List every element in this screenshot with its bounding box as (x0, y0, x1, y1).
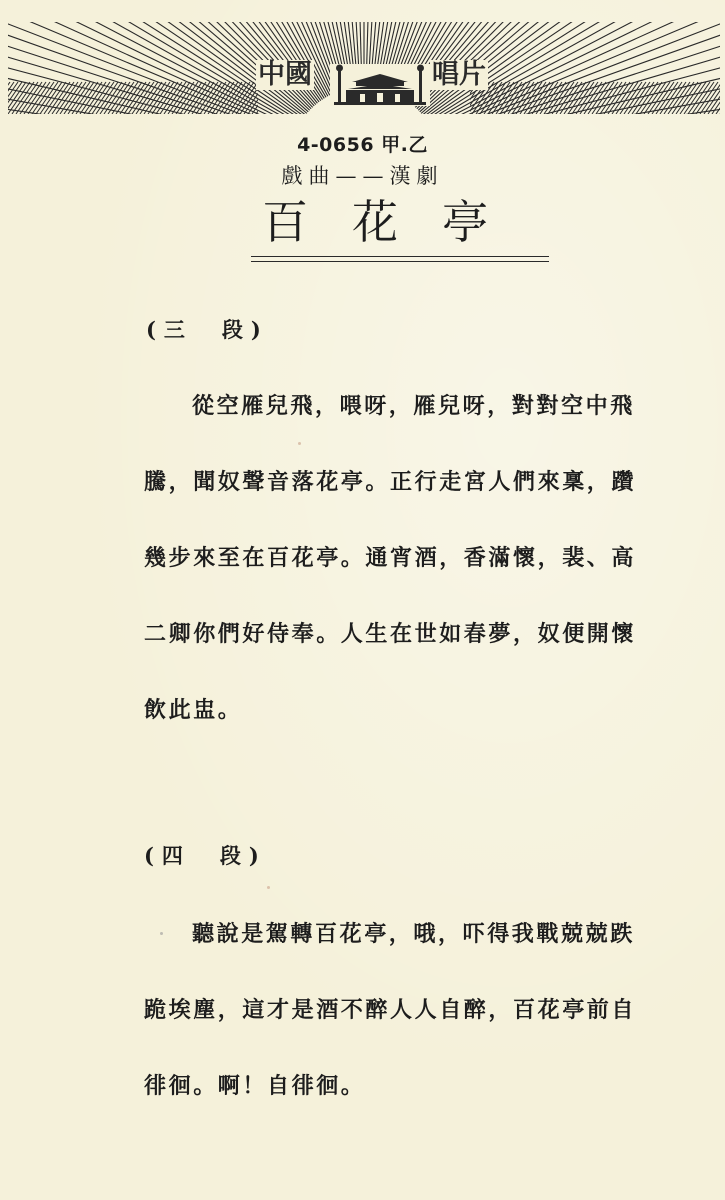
title-underline (251, 256, 549, 257)
lyric-line: 二卿你們好侍奉。人生在世如春夢，奴便開懷 (144, 621, 637, 647)
paper-speck (298, 442, 301, 445)
title-underline-thin (251, 261, 549, 262)
lyric-line: 騰，聞奴聲音落花亭。正行走宮人們來稟，躦 (144, 469, 637, 495)
lyric-line: 跪埃塵，這才是酒不醉人人自醉，百花亭前自 (144, 997, 637, 1023)
section-label-3: (三 段) (146, 317, 269, 342)
lyric-line: 徘徊。啊！自徘徊。 (144, 1073, 366, 1099)
brand-left-text: 中國 (258, 59, 312, 90)
paper-speck (267, 886, 270, 889)
section-4-lyrics (144, 914, 654, 1142)
section-label-4: (四 段) (144, 843, 267, 868)
section-3-lyrics (144, 386, 654, 766)
song-title: 百花亭 (262, 195, 532, 249)
brand-right-text: 唱片 (432, 59, 486, 90)
paper-speck (160, 932, 163, 935)
lyric-line: 聽說是駕轉百花亭，哦，吓得我戰兢兢跌 (192, 921, 635, 947)
lyric-line: 幾步來至在百花亭。通宵酒，香滿懷，裴、高 (144, 545, 637, 571)
lyric-line: 飲此盅。 (144, 697, 243, 723)
lyric-line: 從空雁兒飛，喂呀，雁兒呀，對對空中飛 (192, 393, 635, 419)
genre-label: 戲曲——漢劇 (281, 164, 444, 188)
tiananmen-gate-icon (330, 62, 430, 106)
catalog-number: 4-0656 甲.乙 (297, 134, 428, 156)
